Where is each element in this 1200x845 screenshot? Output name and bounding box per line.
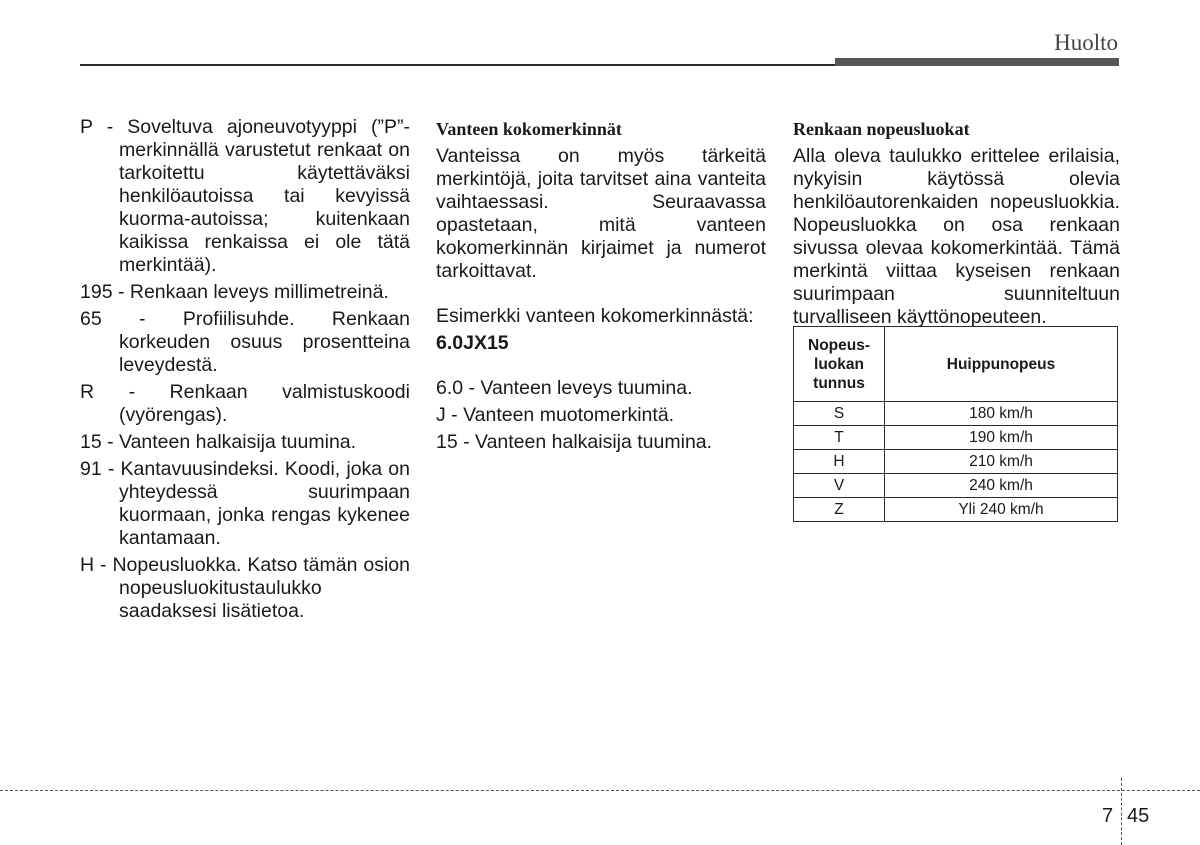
table-row [794,402,1118,426]
rim-marking-item: 6.0 - Vanteen leveys tuumina. [436,377,693,399]
max-speed-cell: 190 km/h [885,426,1118,450]
header-speed-code: Nopeus- luokan tunnus [794,327,885,402]
header-rule-thin [80,64,835,66]
footer-dashed-divider [1121,778,1122,845]
speed-section-heading: Renkaan nopeusluokat [793,119,970,139]
page-number: 45 [1127,805,1150,827]
rim-example-code: 6.0JX15 [436,332,509,354]
table-row [794,450,1118,474]
table-row [794,498,1118,522]
speed-code-cell: S [794,402,885,426]
spacer [436,355,766,377]
table-row [794,474,1118,498]
column-speed-ratings [793,116,1120,329]
rim-intro-text: Vanteissa on myös tärkeitä merkintöjä, joita tarvitset aina vanteita vaihtaessasi. Seuraavassa opastetaan, mitä vanteen kokomerkinnän kirjaimet ja numerot tarkoittavat. [436,145,766,282]
speed-code-cell: Z [794,498,885,522]
spacer [436,283,766,305]
tire-marking-item: 195 - Renkaan leveys millimetreinä. [80,281,389,303]
rim-marking-item: J - Vanteen muotomerkintä. [436,404,675,426]
tire-marking-item: H - Nopeusluokka. Katso tämän osion nopeusluokitustaulukko saadaksesi lisätietoa. [80,554,410,622]
speed-code-cell: H [794,450,885,474]
page-header-title: Huolto [1054,30,1118,55]
rim-marking-item: 15 - Vanteen halkaisija tuumina. [436,431,713,453]
header-max-speed: Huippunopeus [885,327,1118,402]
column-tire-markings [80,116,410,627]
header-rule-thick [835,58,1119,66]
rim-example-label: Esimerkki vanteen kokomerkinnästä: [436,305,754,327]
tire-marking-item: 91 - Kantavuusindeksi. Koodi, joka on yhteydessä suurimpaan kuormaan, jonka rengas kykenee kantamaan. [80,458,410,549]
speed-code-cell: V [794,474,885,498]
tire-marking-item: 65 - Profiilisuhde. Renkaan korkeuden osuus prosentteina leveydestä. [80,308,410,376]
tire-marking-item: R - Renkaan valmistuskoodi (vyörengas). [80,381,410,426]
table-header-row [794,327,1118,402]
page-chapter-number: 7 [1102,805,1114,827]
speed-rating-table [793,326,1118,522]
max-speed-cell: 240 km/h [885,474,1118,498]
table-row [794,426,1118,450]
speed-intro-text: Alla oleva taulukko erittelee erilaisia, nykyisin käytössä olevia henkilöautorenkaiden nopeusluokkia. Nopeusluokka on osa renkaan sivussa olevaa kokomerkintää. Tämä merkintä viittaa kyseisen renkaan suurimpaan suunniteltuun turvalliseen käyttönopeuteen. [793,145,1120,328]
rim-section-heading: Vanteen kokomerkinnät [436,119,622,139]
footer-dashed-rule [0,790,1200,791]
max-speed-cell: 180 km/h [885,402,1118,426]
max-speed-cell: Yli 240 km/h [885,498,1118,522]
tire-marking-item: 15 - Vanteen halkaisija tuumina. [80,431,357,453]
tire-marking-item: P - Soveltuva ajoneuvotyyppi (”P”-merkinnällä varustetut renkaat on tarkoitettu käytettäväksi henkilöautoissa tai kevyissä kuorma-autoissa; kuitenkaan kaikissa renkaissa ei ole tätä merkintää). [80,116,410,276]
max-speed-cell: 210 km/h [885,450,1118,474]
speed-code-cell: T [794,426,885,450]
column-rim-markings [436,116,766,458]
